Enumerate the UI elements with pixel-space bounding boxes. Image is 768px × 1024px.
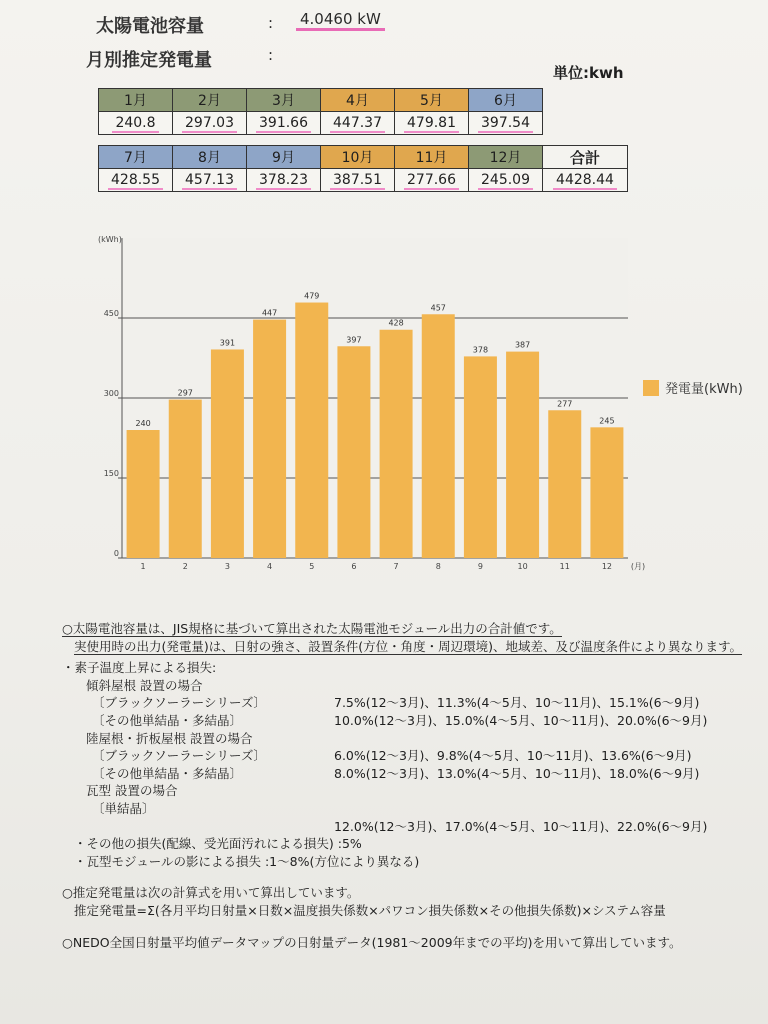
bar-2 — [169, 400, 202, 558]
note-temp-loss: ・素子温度上昇による損失: — [62, 660, 217, 676]
note-tile-mono: 〔単結晶〕 — [92, 800, 155, 816]
month-cell-dec: 12月 — [469, 146, 543, 169]
note-formula-intro: ○推定発電量は次の計算式を用いて算出しています。 — [62, 885, 360, 901]
legend-swatch — [643, 380, 659, 396]
y-tick-label: 450 — [103, 309, 119, 318]
value-cell-jan — [99, 112, 173, 135]
value-cell-jul — [99, 169, 173, 192]
x-tick-label: 4 — [267, 562, 273, 571]
x-tick-label: 6 — [351, 562, 357, 571]
value-sep: 378.23 — [256, 172, 311, 190]
note-other-loss: ・その他の損失(配線、受光面汚れによる損失) :5% — [74, 836, 362, 852]
bar-3 — [211, 349, 244, 558]
month-header-row — [99, 89, 543, 112]
x-tick-label: 7 — [393, 562, 399, 571]
value-row — [99, 112, 543, 135]
x-tick-label: 5 — [309, 562, 315, 571]
data-label: 240 — [135, 419, 151, 428]
x-axis-unit: (月) — [630, 562, 646, 571]
x-tick-label: 12 — [601, 562, 613, 571]
monthly-table-row1 — [98, 88, 543, 135]
value-oct: 387.51 — [330, 172, 385, 190]
value-may: 479.81 — [404, 115, 459, 133]
month-cell-jun: 6月 — [469, 89, 543, 112]
loss-row-flat-other — [62, 765, 752, 783]
note-output — [62, 638, 752, 656]
value-nov: 277.66 — [404, 172, 459, 190]
note-sloped-roof: 傾斜屋根 設置の場合 — [86, 677, 203, 693]
note-flat-roof: 陸屋根・折板屋根 設置の場合 — [86, 730, 253, 746]
bar-1 — [127, 430, 160, 558]
month-cell-oct: 10月 — [321, 146, 395, 169]
monthly-generation-chart — [96, 228, 768, 578]
note-capacity-text: ○太陽電池容量は、JIS規格に基づいて算出された太陽電池モジュール出力の合計値です。 — [62, 621, 562, 636]
value-cell-sep — [247, 169, 321, 192]
y-tick-label: 150 — [103, 469, 119, 478]
value-dec: 245.09 — [478, 172, 533, 190]
month-cell-mar: 3月 — [247, 89, 321, 112]
loss-row-sloped-black — [62, 694, 752, 712]
value-aug: 457.13 — [182, 172, 237, 190]
note-capacity — [62, 620, 752, 638]
data-label: 277 — [557, 399, 573, 409]
loss-value: 8.0%(12〜3月)、13.0%(4〜5月、10〜11月)、18.0%(6〜9月) — [334, 765, 700, 781]
total-value: 4428.44 — [553, 172, 617, 190]
monthly-label: 月別推定発電量 — [86, 50, 212, 71]
capacity-label: 太陽電池容量 — [96, 16, 204, 37]
bar-7 — [380, 330, 413, 558]
data-label: 428 — [388, 318, 404, 328]
monthly-colon: : — [268, 46, 274, 64]
capacity-colon: : — [268, 14, 274, 32]
value-cell-apr — [321, 112, 395, 135]
chart-legend — [643, 378, 743, 397]
total-value-cell — [543, 169, 628, 192]
bar-9 — [464, 356, 497, 558]
x-tick-label: 9 — [477, 562, 483, 571]
monthly-table-row2 — [98, 145, 628, 192]
capacity-value-text: 4.0460 kW — [296, 10, 385, 31]
value-cell-dec — [469, 169, 543, 192]
value-cell-jun — [469, 112, 543, 135]
data-label: 378 — [472, 345, 489, 355]
note-nedo: ○NEDO全国日射量平均値データマップの日射量データ(1981〜2009年までの平均)を用いて算出しています。 — [62, 934, 682, 950]
data-label: 479 — [304, 291, 320, 301]
value-jan: 240.8 — [112, 115, 158, 133]
value-cell-mar — [247, 112, 321, 135]
month-cell-aug: 8月 — [173, 146, 247, 169]
bar-12 — [590, 427, 623, 558]
x-tick-label: 8 — [435, 562, 441, 571]
bar-11 — [548, 410, 581, 558]
x-tick-label: 1 — [140, 562, 146, 571]
value-jul: 428.55 — [108, 172, 163, 190]
value-feb: 297.03 — [182, 115, 237, 133]
loss-label: 〔その他単結晶・多結晶〕 — [92, 712, 243, 728]
bar-6 — [337, 346, 370, 558]
notes-section — [62, 620, 752, 951]
x-tick-label: 3 — [224, 562, 230, 571]
bar-8 — [422, 314, 455, 558]
loss-row-tile — [62, 818, 752, 836]
note-output-text: 実使用時の出力(発電量)は、日射の強さ、設置条件(方位・角度・周辺環境)、地域差、及び温度条件により異なります。 — [74, 638, 743, 654]
loss-value: 10.0%(12〜3月)、15.0%(4〜5月、10〜11月)、20.0%(6〜9月) — [334, 712, 708, 728]
x-tick-label: 10 — [517, 562, 528, 571]
note-shadow-loss: ・瓦型モジュールの影による損失 :1〜8%(方位により異なる) — [74, 853, 420, 869]
month-cell-feb: 2月 — [173, 89, 247, 112]
y-axis-unit: (kWh) — [98, 235, 122, 244]
loss-label-spacer — [92, 818, 334, 836]
note-tile: 瓦型 設置の場合 — [86, 783, 178, 799]
loss-value: 6.0%(12〜3月)、9.8%(4〜5月、10〜11月)、13.6%(6〜9月) — [334, 748, 692, 764]
bar-5 — [295, 303, 328, 558]
bar-4 — [253, 320, 286, 558]
data-label: 397 — [346, 335, 362, 345]
value-jun: 397.54 — [478, 115, 533, 133]
month-cell-apr: 4月 — [321, 89, 395, 112]
total-header-cell: 合計 — [543, 146, 628, 169]
data-label: 245 — [599, 416, 615, 426]
month-cell-sep: 9月 — [247, 146, 321, 169]
loss-label: 〔ブラックソーラーシリーズ〕 — [92, 748, 266, 764]
month-cell-jul: 7月 — [99, 146, 173, 169]
data-label: 447 — [261, 308, 278, 318]
value-apr: 447.37 — [330, 115, 385, 133]
bar-10 — [506, 352, 539, 558]
data-label: 391 — [219, 338, 236, 348]
loss-value: 7.5%(12〜3月)、11.3%(4〜5月、10〜11月)、15.1%(6〜9月) — [334, 695, 700, 711]
loss-label: 〔ブラックソーラーシリーズ〕 — [92, 695, 266, 711]
month-cell-nov: 11月 — [395, 146, 469, 169]
x-tick-label: 11 — [559, 562, 570, 571]
loss-row-sloped-other — [62, 712, 752, 730]
value-cell-nov — [395, 169, 469, 192]
capacity-value — [296, 10, 385, 28]
value-cell-oct — [321, 169, 395, 192]
data-label: 387 — [514, 340, 531, 350]
value-cell-may — [395, 112, 469, 135]
loss-value: 12.0%(12〜3月)、17.0%(4〜5月、10〜11月)、22.0%(6〜9月) — [334, 818, 708, 834]
value-cell-aug — [173, 169, 247, 192]
unit-label: 単位:kwh — [553, 64, 624, 82]
month-cell-may: 5月 — [395, 89, 469, 112]
value-cell-feb — [173, 112, 247, 135]
loss-row-flat-black — [62, 747, 752, 765]
month-header-row — [99, 146, 628, 169]
y-tick-label: 300 — [103, 389, 119, 398]
value-mar: 391.66 — [256, 115, 311, 133]
month-cell-jan: 1月 — [99, 89, 173, 112]
y-tick-label: 0 — [113, 549, 119, 558]
loss-label: 〔その他単結晶・多結晶〕 — [92, 765, 243, 781]
note-formula: 推定発電量=Σ(各月平均日射量×日数×温度損失係数×パワコン損失係数×その他損失係数)×システム容量 — [74, 902, 666, 918]
data-label: 297 — [177, 388, 193, 398]
value-row — [99, 169, 628, 192]
x-tick-label: 2 — [182, 562, 188, 571]
data-label: 457 — [430, 303, 446, 313]
legend-label: 発電量(kWh) — [665, 382, 743, 397]
